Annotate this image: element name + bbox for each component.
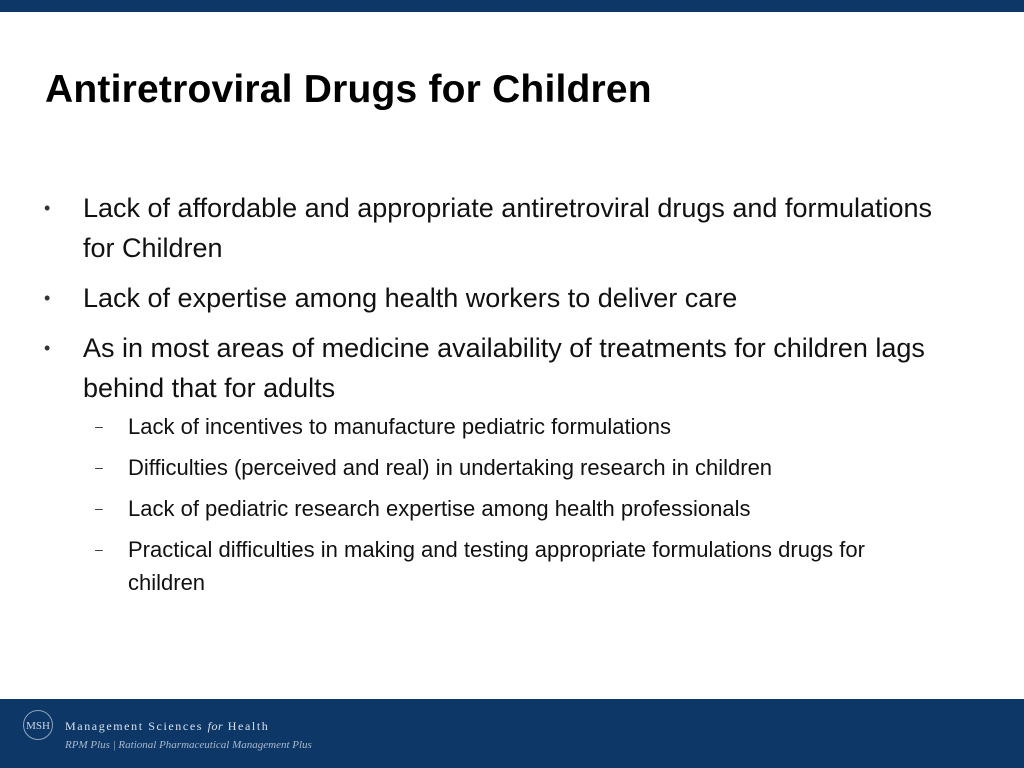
org-name-part2: Health [227, 719, 270, 733]
sub-bullet-marker: – [95, 459, 103, 475]
sub-bullet-marker: – [95, 418, 103, 434]
bullet-marker: • [44, 338, 51, 358]
sub-bullet-item [0, 451, 964, 484]
org-name-for: for [207, 719, 224, 733]
top-accent-bar [0, 0, 1024, 12]
bullet-text: Lack of affordable and appropriate antiretroviral drugs and formulations for Children [83, 193, 933, 263]
org-name-part1: Management Sciences [65, 719, 204, 733]
bullet-item [0, 278, 1024, 318]
msh-logo-icon [22, 709, 54, 741]
bullet-marker: • [44, 198, 51, 218]
bullet-item [0, 188, 1024, 268]
bullet-text: As in most areas of medicine availability of treatments for children lags behind that for adults [83, 333, 925, 403]
bullet-item [0, 328, 1024, 599]
bullet-marker: • [44, 288, 51, 308]
slide-title: Antiretroviral Drugs for Children [45, 68, 652, 111]
msh-logo-text: MSH [26, 720, 50, 732]
sub-bullet-text: Lack of incentives to manufacture pediatric formulations [128, 414, 671, 439]
sub-bullet-item [0, 492, 964, 525]
sub-bullet-text: Practical difficulties in making and testing appropriate formulations drugs for children [128, 537, 865, 595]
bullet-list [0, 188, 1024, 609]
sub-bullet-text: Lack of pediatric research expertise among health professionals [128, 496, 751, 521]
sub-bullet-item [0, 410, 964, 443]
sub-bullet-text: Difficulties (perceived and real) in undertaking research in children [128, 455, 773, 480]
sub-bullet-marker: – [95, 500, 103, 516]
sub-bullet-item [0, 533, 964, 599]
organization-name [65, 719, 269, 734]
footer-bar [0, 699, 1024, 768]
sub-bullet-marker: – [95, 541, 103, 557]
program-name: RPM Plus | Rational Pharmaceutical Management Plus [65, 739, 312, 751]
bullet-text: Lack of expertise among health workers to deliver care [83, 283, 738, 313]
sub-bullet-list [83, 410, 964, 599]
